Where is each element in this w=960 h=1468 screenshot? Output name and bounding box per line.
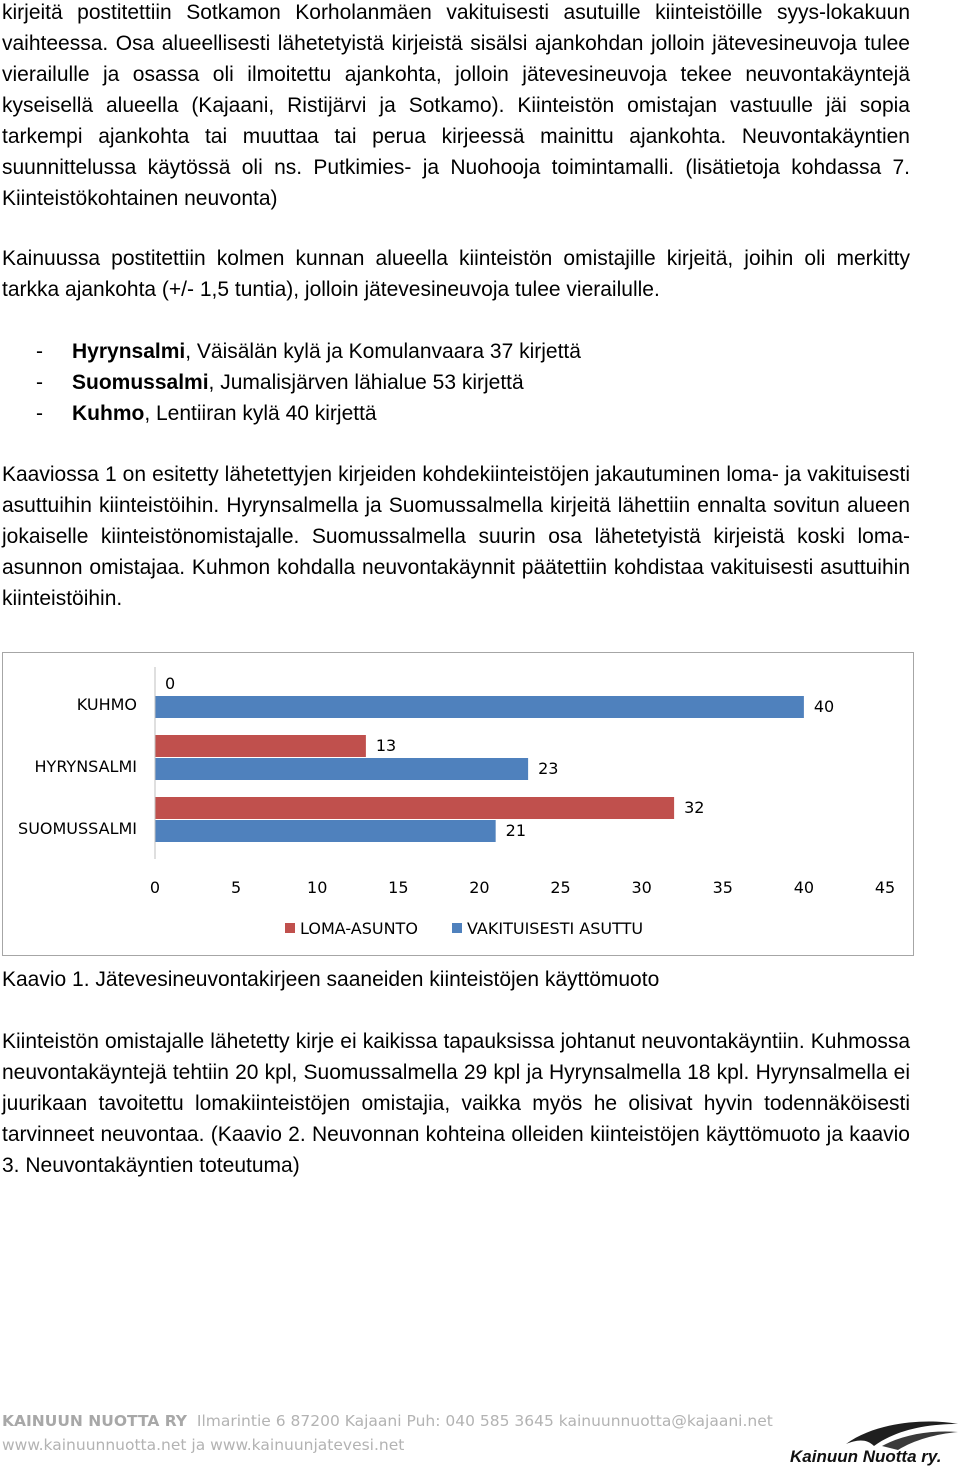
footer-address: Ilmarintie 6 87200 Kajaani Puh: 040 585 3645 kainuunnuotta@kajaani.net <box>196 1412 773 1430</box>
municipality-list <box>2 336 910 429</box>
footer-org: KAINUUN NUOTTA RY <box>2 1412 188 1430</box>
data-label: 32 <box>684 798 705 817</box>
data-label: 13 <box>375 736 397 755</box>
footer-web: www.kainuunnuotta.net ja www.kainuunjatevesi.net <box>2 1436 405 1454</box>
x-tick-label: 0 <box>149 878 161 897</box>
logo-text: Kainuun Nuotta ry. <box>790 1447 942 1466</box>
category-label: KUHMO <box>76 695 137 714</box>
bar-chart <box>3 653 915 957</box>
paragraph-letters-intro: kirjeitä postitettiin Sotkamon Korholanmäen vakituisesti asutuille kiinteistöille syys-lokakuun vaihteessa. Osa alueellisesti lähetetyistä kirjeistä sisälsi ajankohdan jolloin jätevesineuvoja tulee vierailulle ja osassa oli ilmoitettu ajankohta, jolloin jätevesineuvoja tekee neuvontakäyntejä kyseisellä alueella (Kajaani, Ristijärvi ja Sotkamo). Kiinteistön omistajan vastuulle jäi sopia tarkempi ajankohta tai muuttaa tai perua kirjeessä mainittu ajankohta. Neuvontakäyntien suunnittelussa käytössä oli ns. Putkimies- ja Nuohooja toimintamalli. (lisätietoja kohdassa 7. Kiinteistökohtainen neuvonta) <box>2 1 910 210</box>
x-tick-label: 15 <box>388 878 409 897</box>
paragraph-visits: Kiinteistön omistajalle lähetetty kirje ei kaikissa tapauksissa johtanut neuvontakäyntiin. Kuhmossa neuvontakäyntejä tehtiin 20 kpl, Suomussalmella 29 kpl ja Hyrynsalmella 18 kpl. Hyrynsalmella ei juurikaan tavoitettu lomakiinteistöjen omistajia, vaikka myös he olisivat hyvin todennäköisesti tarvinneet neuvontaa. (Kaavio 2. Neuvonnan kohteina olleiden kiinteistöjen käyttömuoto ja kaavio 3. Neuvontakäyntien toteutuma) <box>2 1030 910 1177</box>
legend-swatch <box>452 923 462 933</box>
x-tick-label: 45 <box>874 878 896 897</box>
paragraph-chart-description: Kaaviossa 1 on esitetty lähetettyjen kirjeiden kohdekiinteistöjen jakautuminen loma- ja vakituisesti asuttuihin kiinteistöihin. Hyrynsalmella ja Suomussalmella kirjeitä lähettiin ennalta sovitun alueen jokaiselle kiinteistönomistajalle. Suomussalmella suurin osa lähetetyistä kirjeistä koski loma-asunnon omistajaa. Kuhmon kohdalla neuvontakäynnit päätettiin kohdistaa vakituisesti asuttuihin kiinteistöihin. <box>2 463 910 610</box>
x-tick-label: 25 <box>550 878 571 897</box>
list-item-name: Suomussalmi <box>72 371 209 394</box>
chart-frame <box>2 652 914 956</box>
list-item: - Suomussalmi, Jumalisjärven lähialue 53 kirjettä <box>36 371 524 394</box>
list-item-name: Hyrynsalmi <box>72 340 186 363</box>
bar-vakituinen <box>155 696 804 718</box>
bar-vakituinen <box>155 758 528 780</box>
list-item: - Kuhmo, Lentiiran kylä 40 kirjettä <box>36 402 377 425</box>
legend-swatch <box>285 923 295 933</box>
data-label: 23 <box>538 759 559 778</box>
x-tick-label: 30 <box>631 878 652 897</box>
legend-label: LOMA-ASUNTO <box>300 919 418 938</box>
chart-caption: Kaavio 1. Jätevesineuvontakirjeen saaneiden kiinteistöjen käyttömuoto <box>2 968 660 991</box>
data-label: 40 <box>813 697 835 716</box>
data-label: 0 <box>165 674 176 693</box>
list-item-name: Kuhmo <box>72 402 145 425</box>
paragraph-kainuu-letters: Kainuussa postitettiin kolmen kunnan alueella kiinteistön omistajille kirjeitä, joihin oli merkitty tarkka ajankohta (+/- 1,5 tuntia), jolloin jätevesineuvoja tulee vierailulle. <box>2 247 910 301</box>
x-tick-label: 40 <box>793 878 815 897</box>
x-tick-label: 10 <box>307 878 328 897</box>
bar-loma <box>155 735 366 757</box>
bar-loma <box>155 797 674 819</box>
kainuun-nuotta-logo <box>786 1416 960 1468</box>
bar-vakituinen <box>155 820 496 842</box>
category-label: HYRYNSALMI <box>34 757 137 776</box>
data-label: 21 <box>505 821 527 840</box>
x-tick-label: 20 <box>469 878 490 897</box>
page-footer <box>2 1409 782 1457</box>
x-tick-label: 35 <box>712 878 733 897</box>
list-item: - Hyrynsalmi, Väisälän kylä ja Komulanvaara 37 kirjettä <box>36 340 581 363</box>
category-label: SUOMUSSALMI <box>18 819 137 838</box>
x-tick-label: 5 <box>231 878 242 897</box>
legend-label: VAKITUISESTI ASUTTU <box>467 919 644 938</box>
